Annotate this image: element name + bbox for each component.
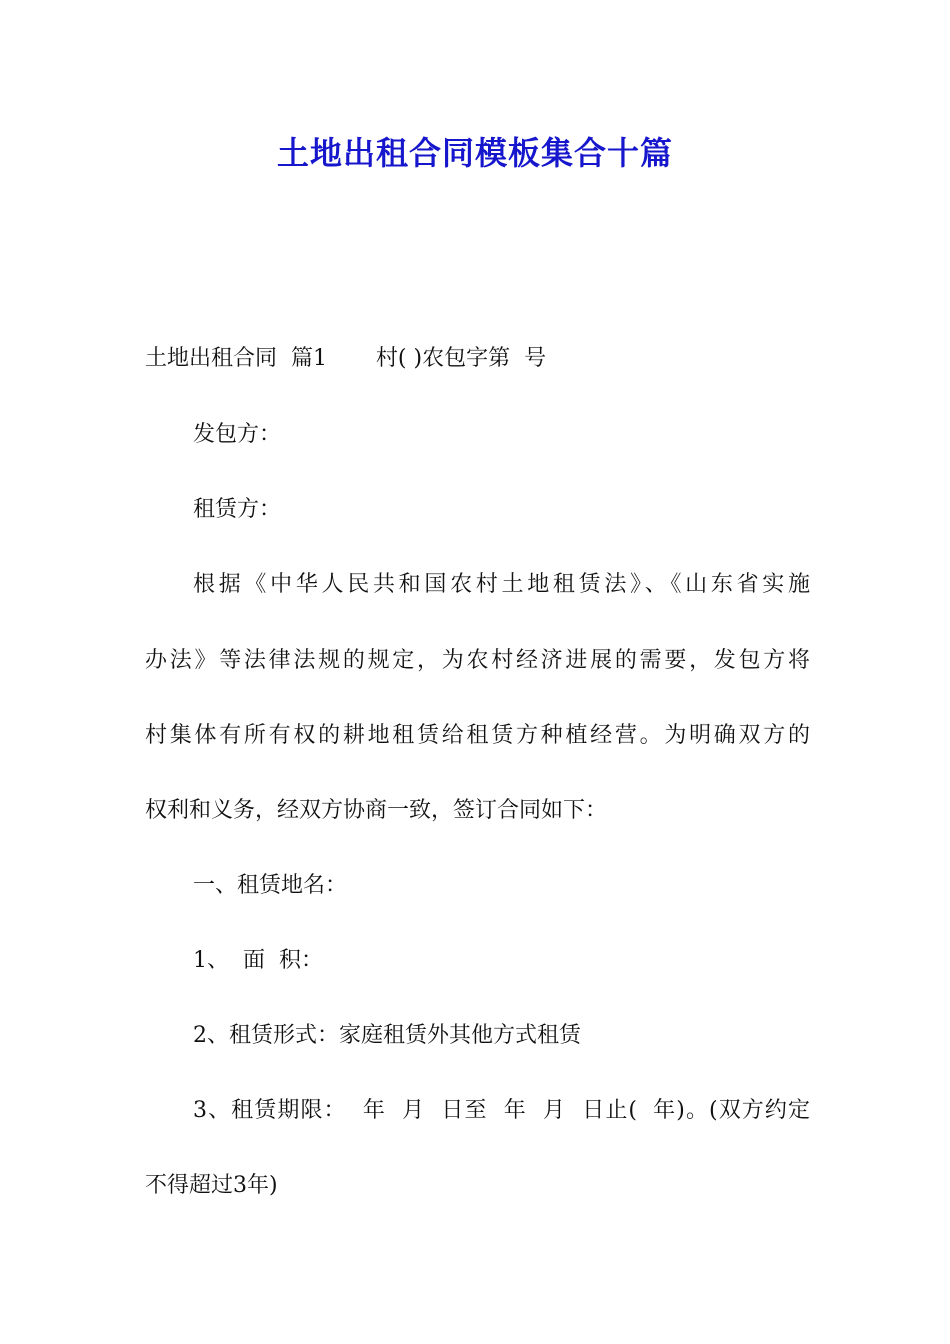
party-b-line: 租赁方： (193, 497, 282, 522)
clause-item-term-continued: 不得超过3年) (145, 1173, 278, 1198)
paragraph-line: 根据《中华人民共和国农村土地租赁法》、《山东省实施 (193, 572, 810, 597)
party-a-line: 发包方： (193, 422, 282, 447)
clause-item-form: 2、租赁形式：家庭租赁外其他方式租赁 (193, 1023, 581, 1048)
paragraph-line: 办法》等法律法规的规定，为农村经济进展的需要，发包方将 (145, 648, 810, 673)
contract-heading-line: 土地出租合同 篇1 村( )农包字第 号 (145, 346, 547, 371)
clause-heading: 一、租赁地名： (193, 873, 348, 898)
document-title: 土地出租合同模板集合十篇 (276, 134, 673, 172)
paragraph-line: 村集体有所有权的耕地租赁给租赁方种植经营。为明确双方的 (145, 723, 810, 748)
paragraph-line: 权利和义务，经双方协商一致，签订合同如下： (145, 798, 608, 823)
clause-item-term: 3、租赁期限： 年 月 日至 年 月 日止( 年)。(双方约定 (193, 1098, 810, 1123)
clause-item-area: 1、 面 积： (193, 948, 323, 973)
